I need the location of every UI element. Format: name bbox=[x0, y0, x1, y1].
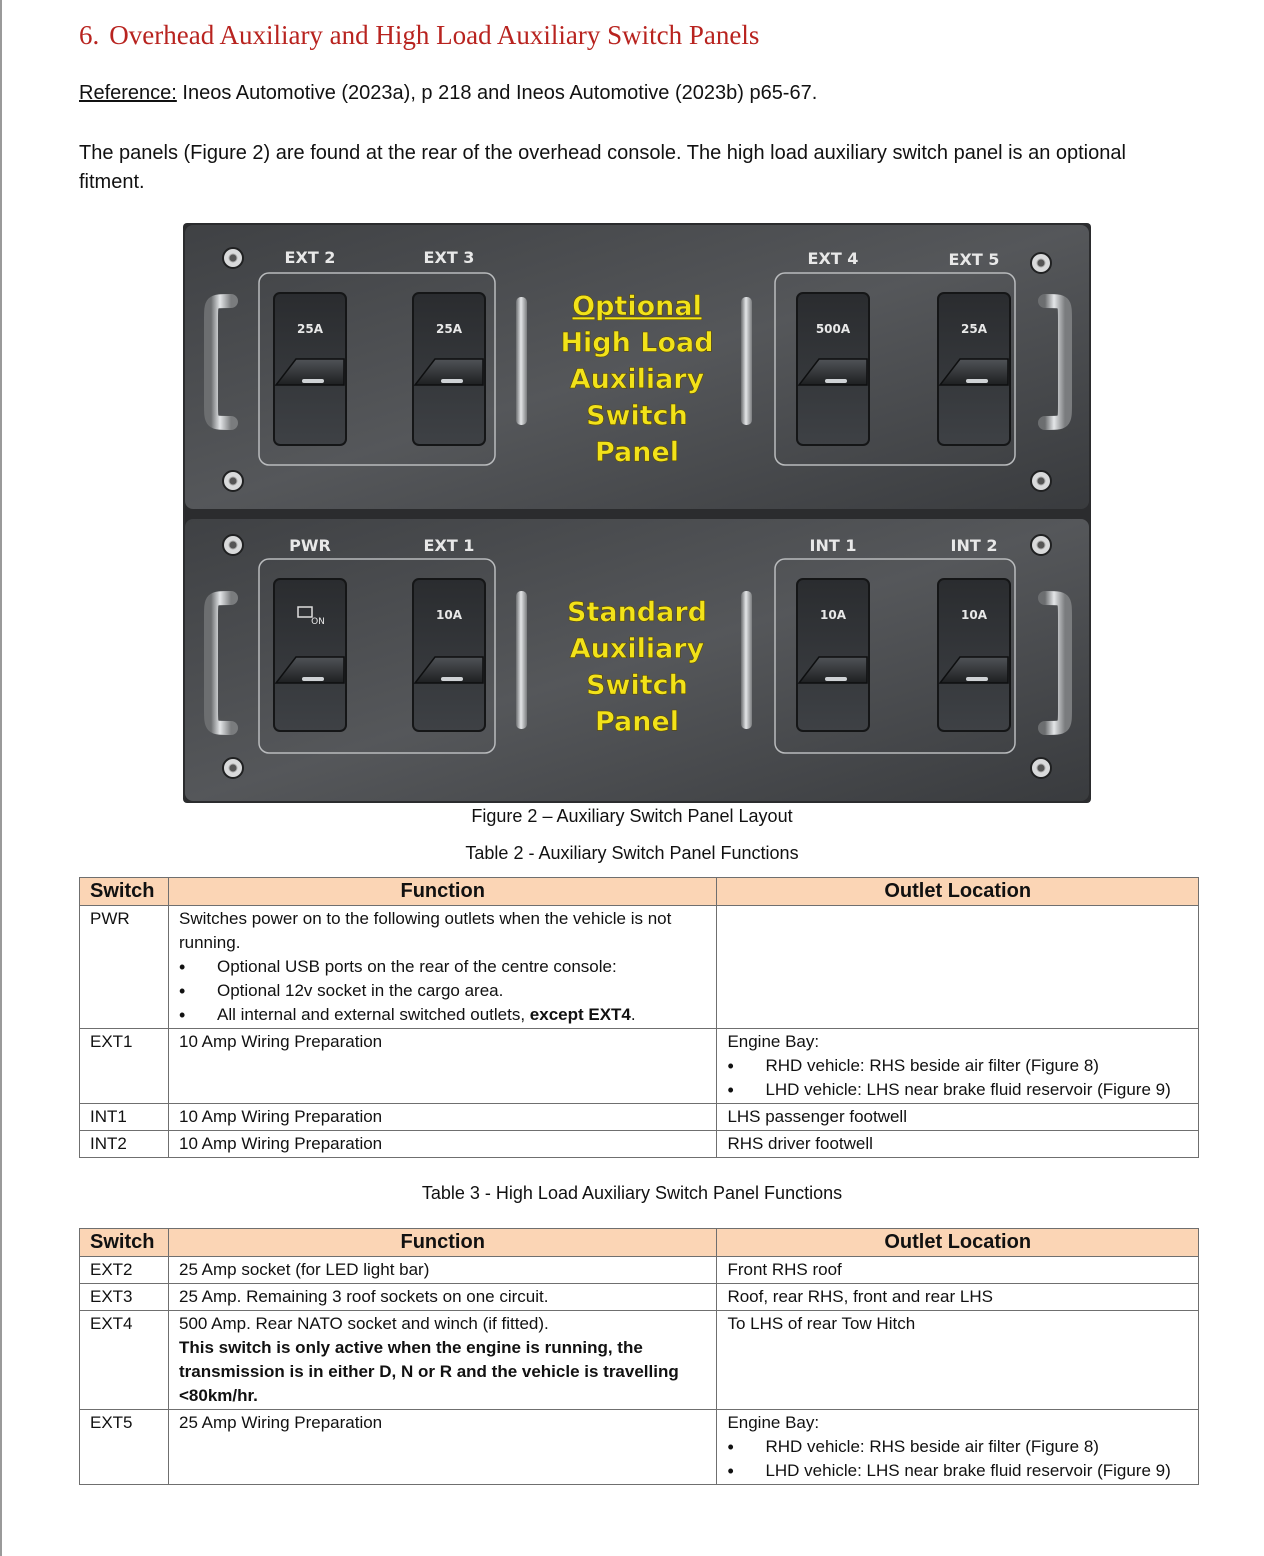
header-function: Function bbox=[168, 1229, 716, 1257]
list-item: • RHD vehicle: RHS beside air filter (Figure 8) bbox=[727, 1054, 1188, 1078]
section-heading bbox=[79, 20, 759, 51]
table-row bbox=[80, 1311, 1199, 1410]
cell-location: Roof, rear RHS, front and rear LHS bbox=[717, 1284, 1199, 1311]
list-item: • RHD vehicle: RHS beside air filter (Figure 8) bbox=[727, 1435, 1188, 1459]
grab-handle-icon bbox=[741, 591, 752, 729]
table-header-row bbox=[80, 1229, 1199, 1257]
function-warning: This switch is only active when the engine is running, the transmission is in either D, N or R and the vehicle is travelling <80km/hr. bbox=[178, 1338, 679, 1405]
cell-switch: PWR bbox=[80, 906, 169, 1029]
bullet-text: All internal and external switched outlets, bbox=[216, 1005, 530, 1024]
cell-location bbox=[717, 1029, 1199, 1104]
switch-rating: ON bbox=[311, 617, 325, 627]
bullet-end: . bbox=[630, 1005, 636, 1024]
cell-switch: INT1 bbox=[80, 1104, 169, 1131]
page-left-edge bbox=[0, 0, 2, 1556]
list-item bbox=[179, 1003, 706, 1027]
screw-head-icon bbox=[1037, 764, 1045, 772]
location-title: Engine Bay: bbox=[727, 1413, 820, 1432]
header-outlet-location: Outlet Location bbox=[717, 1229, 1199, 1257]
figure-caption: Figure 2 – Auxiliary Switch Panel Layout bbox=[471, 806, 793, 826]
panel-label-line: High Load bbox=[560, 327, 714, 359]
switch-rating: 25A bbox=[436, 322, 462, 336]
intro-paragraph: The panels (Figure 2) are found at the rear of the overhead console. The high load auxiliary switch panel is an optional fitment. bbox=[79, 142, 1126, 193]
screw-head-icon bbox=[229, 254, 237, 262]
panel-label-line: Switch bbox=[586, 400, 688, 432]
table-row bbox=[80, 1410, 1199, 1485]
switch-label: EXT 5 bbox=[948, 250, 1000, 269]
switch-indicator-light bbox=[825, 677, 847, 681]
screw-head-icon bbox=[1037, 477, 1045, 485]
switch-label: EXT 4 bbox=[807, 249, 859, 268]
header-switch: Switch bbox=[80, 878, 169, 906]
cell-function: 10 Amp Wiring Preparation bbox=[168, 1131, 716, 1158]
switch-indicator-light bbox=[825, 379, 847, 383]
bullet-bold-text: except EXT4 bbox=[529, 1005, 631, 1024]
switch-rating: 25A bbox=[297, 322, 323, 336]
list-item: • LHD vehicle: LHS near brake fluid reservoir (Figure 9) bbox=[727, 1078, 1188, 1102]
list-item: • Optional USB ports on the rear of the centre console: bbox=[179, 955, 706, 979]
panel-label-line: Optional bbox=[572, 291, 702, 322]
cell-location: Front RHS roof bbox=[717, 1257, 1199, 1284]
switch-label: EXT 2 bbox=[284, 248, 336, 267]
switch-label: PWR bbox=[289, 536, 331, 555]
panel-label-line: Auxiliary bbox=[569, 633, 705, 665]
panel-label-line: Panel bbox=[594, 437, 680, 468]
table-row bbox=[80, 1104, 1199, 1131]
cell-function: 10 Amp Wiring Preparation bbox=[168, 1104, 716, 1131]
switch-indicator-light bbox=[966, 379, 988, 383]
rocker-switch bbox=[274, 579, 346, 731]
screw-head-icon bbox=[229, 764, 237, 772]
grab-handle-icon bbox=[516, 297, 527, 425]
cell-location: RHS driver footwell bbox=[717, 1131, 1199, 1158]
cell-switch: EXT3 bbox=[80, 1284, 169, 1311]
panel-label-line: Auxiliary bbox=[569, 364, 705, 395]
cell-switch: EXT2 bbox=[80, 1257, 169, 1284]
cell-switch: INT2 bbox=[80, 1131, 169, 1158]
screw-head-icon bbox=[1037, 541, 1045, 549]
cell-function: 25 Amp Wiring Preparation bbox=[168, 1410, 716, 1485]
list-item: • Optional 12v socket in the cargo area. bbox=[179, 979, 706, 1003]
section-number: 6. bbox=[79, 20, 100, 50]
cell-switch: EXT1 bbox=[80, 1029, 169, 1104]
cell-function: 10 Amp Wiring Preparation bbox=[168, 1029, 716, 1104]
switch-indicator-light bbox=[441, 379, 463, 383]
screw-head-icon bbox=[229, 541, 237, 549]
header-outlet-location: Outlet Location bbox=[717, 878, 1199, 906]
panel-label-line: Standard bbox=[567, 597, 707, 628]
screw-head-icon bbox=[229, 477, 237, 485]
cell-switch: EXT5 bbox=[80, 1410, 169, 1485]
panel-label-line: Switch bbox=[586, 670, 688, 701]
switch-label: INT 1 bbox=[809, 536, 857, 555]
switch-indicator-light bbox=[966, 677, 988, 681]
switch-indicator-light bbox=[302, 677, 324, 681]
table-row bbox=[80, 1029, 1199, 1104]
switch-panel-photo bbox=[183, 223, 1091, 803]
grab-handle-icon bbox=[516, 591, 527, 729]
table-header-row bbox=[80, 878, 1199, 906]
location-bullets bbox=[727, 1054, 1188, 1102]
cell-location bbox=[717, 906, 1199, 1029]
section-title: Overhead Auxiliary and High Load Auxiliary Switch Panels bbox=[109, 20, 760, 50]
cell-function bbox=[168, 1311, 716, 1410]
grab-handle-icon bbox=[741, 297, 752, 425]
function-text: 500 Amp. Rear NATO socket and winch (if fitted). bbox=[178, 1314, 549, 1333]
reference-line bbox=[79, 82, 817, 105]
rocker-switch bbox=[797, 579, 869, 731]
cell-function: 25 Amp socket (for LED light bar) bbox=[168, 1257, 716, 1284]
location-bullets bbox=[727, 1435, 1188, 1483]
switch-panel-illustration bbox=[183, 223, 1091, 803]
cell-location: To LHS of rear Tow Hitch bbox=[717, 1311, 1199, 1410]
screw-head-icon bbox=[1037, 259, 1045, 267]
rocker-switch bbox=[413, 579, 485, 731]
reference-label: Reference: bbox=[79, 82, 177, 104]
location-title: Engine Bay: bbox=[727, 1032, 820, 1051]
function-intro: Switches power on to the following outlets when the vehicle is not running. bbox=[178, 909, 672, 952]
table-row bbox=[80, 1257, 1199, 1284]
cell-location: LHS passenger footwell bbox=[717, 1104, 1199, 1131]
switch-rating: 10A bbox=[436, 608, 462, 622]
switch-indicator-light bbox=[302, 379, 324, 383]
switch-indicator-light bbox=[441, 677, 463, 681]
reference-text: Ineos Automotive (2023a), p 218 and Ineos Automotive (2023b) p65-67. bbox=[176, 82, 818, 104]
rocker-switch bbox=[938, 579, 1010, 731]
table3-caption: Table 3 - High Load Auxiliary Switch Panel Functions bbox=[421, 1183, 843, 1203]
switch-label: INT 2 bbox=[950, 536, 998, 555]
switch-label: EXT 1 bbox=[423, 536, 475, 555]
switch-rating: 10A bbox=[961, 608, 987, 622]
cell-switch: EXT4 bbox=[80, 1311, 169, 1410]
switch-rating: 500A bbox=[815, 322, 851, 336]
cell-function bbox=[168, 906, 716, 1029]
cell-function: 25 Amp. Remaining 3 roof sockets on one circuit. bbox=[168, 1284, 716, 1311]
switch-rating: 25A bbox=[961, 322, 987, 336]
cell-location bbox=[717, 1410, 1199, 1485]
table-row bbox=[80, 906, 1199, 1029]
high-load-switch-functions-table bbox=[79, 1228, 1199, 1485]
switch-label: EXT 3 bbox=[423, 248, 475, 267]
panel-label-line: Panel bbox=[594, 706, 680, 738]
function-bullets bbox=[179, 955, 706, 1027]
switch-rating: 10A bbox=[820, 608, 846, 622]
header-switch: Switch bbox=[80, 1229, 169, 1257]
header-function: Function bbox=[168, 878, 716, 906]
table2-caption: Table 2 - Auxiliary Switch Panel Functions bbox=[465, 843, 799, 863]
table-row bbox=[80, 1284, 1199, 1311]
list-item: • LHD vehicle: LHS near brake fluid reservoir (Figure 9) bbox=[727, 1459, 1188, 1483]
table-row bbox=[80, 1131, 1199, 1158]
auxiliary-switch-functions-table bbox=[79, 877, 1199, 1158]
